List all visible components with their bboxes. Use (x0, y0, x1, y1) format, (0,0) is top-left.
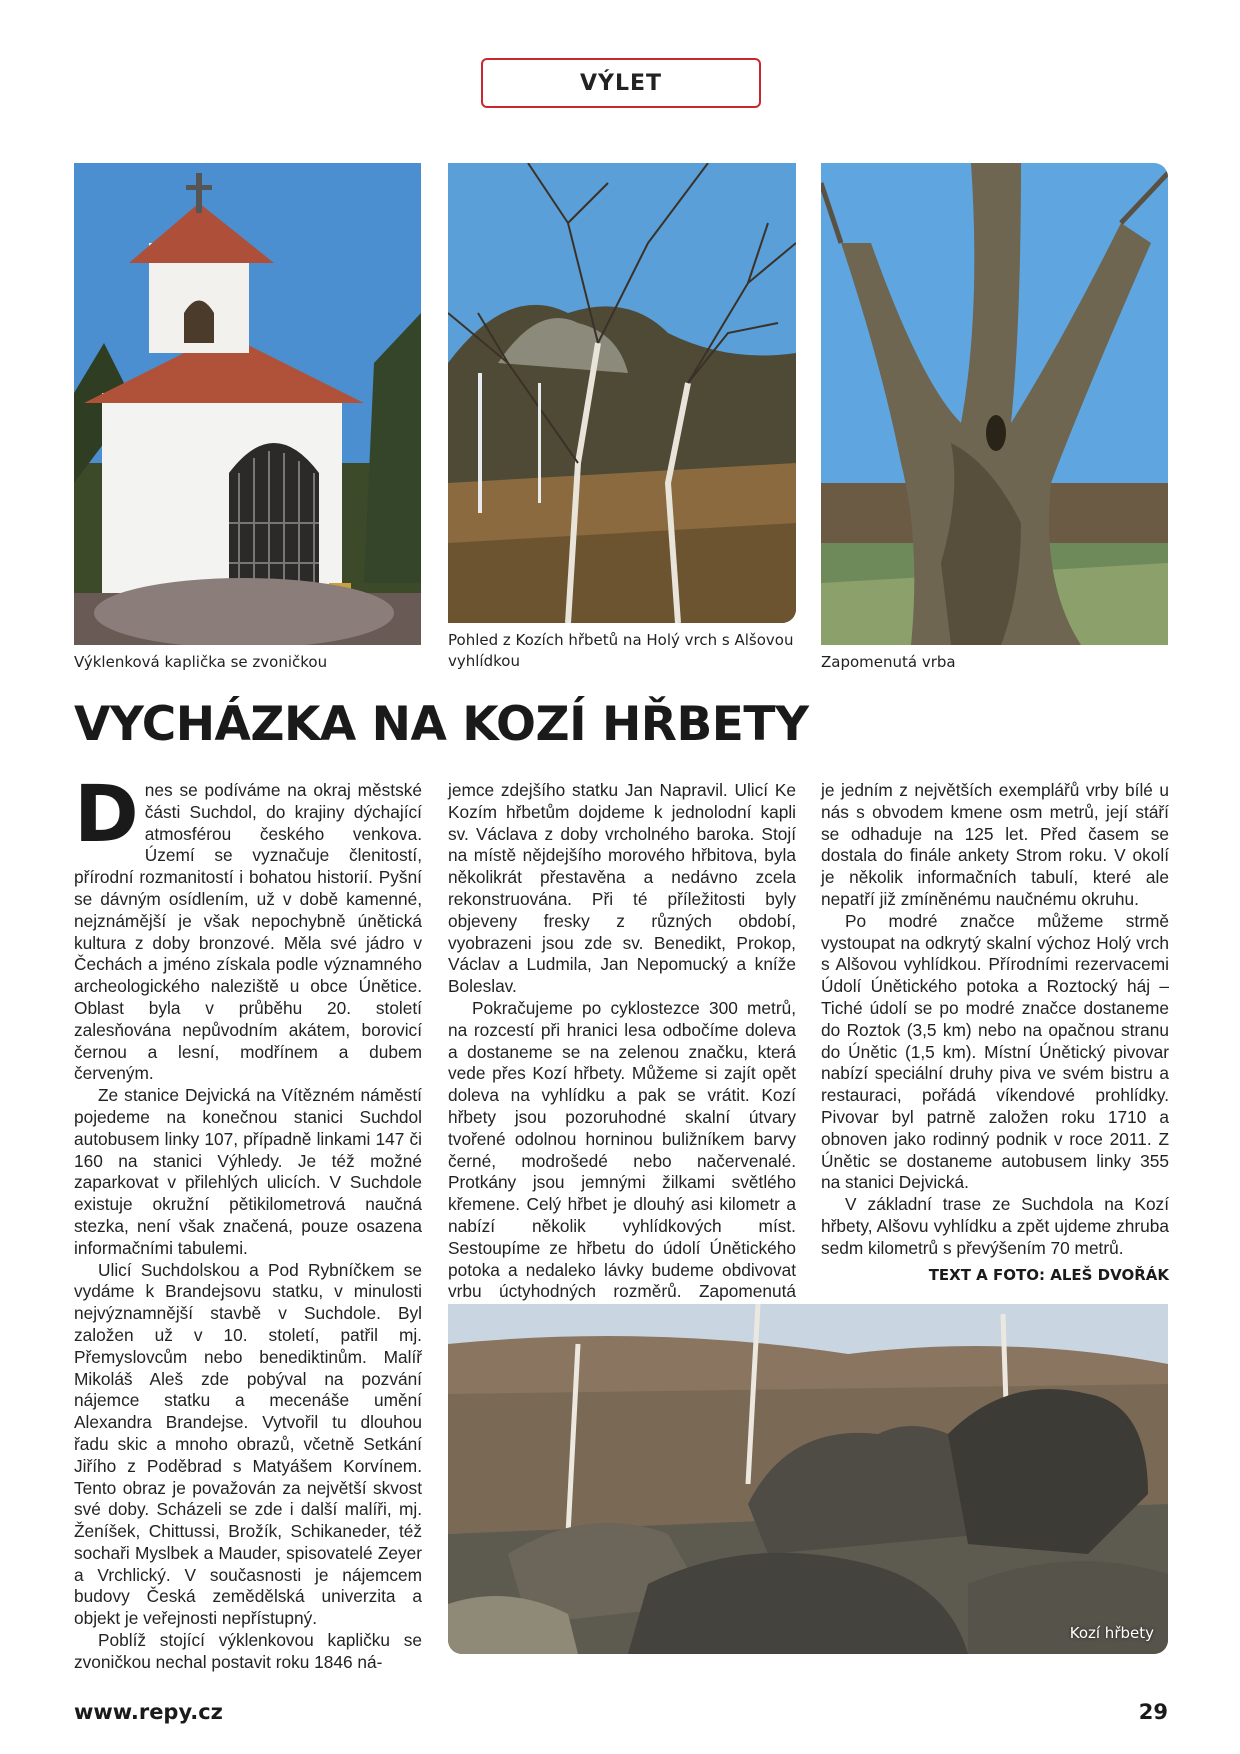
article-column-3 (821, 780, 1169, 1260)
page-number: 29 (1138, 1700, 1168, 1724)
article-paragraph: je jedním z největších exemplářů vrby bílé u nás s obvodem kmene osm metrů, její stáří se odhaduje na 125 let. Před časem se dostala do finále ankety Strom roku. V okolí je několik informačních tabulí, které ale nepatří již zmíněnému naučnému okruhu. (821, 780, 1169, 909)
author-credit: TEXT A FOTO: ALEŠ DVOŘÁK (928, 1266, 1169, 1284)
article-paragraph: V základní trase ze Suchdola na Kozí hřbety, Alšovu vyhlídku a zpět ujdeme zhruba sedm kilometrů s převýšením 70 metrů. (821, 1194, 1169, 1258)
holy-vrch-view-photo (448, 163, 796, 623)
chapel-caption: Výklenková kaplička se zvoničkou (74, 653, 328, 671)
article-paragraph: Ulicí Suchdolskou a Pod Rybníčkem se vydáme k Brandejsovu statku, v minulosti nejvýznamnější stavbě v Suchdole. Byl založen už v 10. století, patřil mj. Přemyslovcům nebo benediktinům. Malíř Mikoláš Aleš zde pobýval na pozvání nájemce statku a mecenáše umění Alexandra Brandejse. Vytvořil tu dlouhou řadu skic a mnoho obrazů, včetně Setkání Jiřího z Poděbrad s Matyášem Korvínem. Tento obraz je považován za největší skvost své doby. Scházeli se zde i další malíři, mj. Ženíšek, Chittussi, Brožík, Schikaneder, též sochaři Myslbek a Mauder, spisovatelé Zeyer a Vrchlický. V současnosti je nájemcem budovy Česká zemědělská univerzita a objekt je veřejnosti nepřístupný. (74, 1259, 422, 1629)
kozi-hrbety-photo (448, 1304, 1168, 1654)
article-headline: VYCHÁZKA NA KOZÍ HŘBETY (74, 697, 809, 752)
paragraph-text: nes se podíváme na okraj městské části Suchdol, do krajiny dýchající atmosférou českého venkova. Území se vyznačuje členitostí, přírodní rozmanitostí i bohatou historií. Pyšní se dávným osídlením, už v době kamenné, nejznámější je však nepochybně únětická kultura z doby bronzové. Měla své jádro v Čechách a jméno získala podle významného archeologického naleziště u obce Únětice. Oblast byla v průběhu 20. století zalesňována nepůvodním akátem, borovicí černou a lesní, modřínem a dubem červeným. (74, 780, 422, 1084)
article-paragraph: Pokračujeme po cyklostezce 300 metrů, na rozcestí při hranici lesa odbočíme doleva a dostaneme se na zelenou značku, která vede přes Kozí hřbety. Můžeme si zajít opět doleva na vyhlídku a pak se vrátit. Kozí hřbety jsou pozoruhodné skalní útvary tvořené odolnou horninou buližníkem barvy černé, modrošedé nebo načervenalé. Protkány jsou jemnými žilkami světlého křemene. Celý hřbet je dlouhý asi kilometr a nabízí několik vyhlídkových míst. Sestoupíme ze hřbetu do údolí Únětického potoka a nedaleko lávky budeme obdivovat vrbu úctyhodných rozměrů. Zapomenutá (448, 997, 796, 1302)
section-tag: VÝLET (481, 58, 761, 108)
chapel-photo (74, 163, 421, 645)
article-paragraph: Ze stanice Dejvická na Vítězném náměstí pojedeme na konečnou stanici Suchdol autobusem linky 107, případně linkami 147 či 160 na stanici Výhledy. Je též možné zaparkovat v přilehlých ulicích. V Suchdole existuje okružní pětikilometrová naučná stezka, není však značená, pouze osazena informačními tabulemi. (74, 1085, 422, 1258)
holy-vrch-caption: Pohled z Kozích hřbetů na Holý vrch s Alšovou vyhlídkou (448, 631, 794, 670)
article-column-2 (448, 780, 796, 1325)
photo-label: Kozí hřbety (1069, 1624, 1154, 1642)
willow-caption: Zapomenutá vrba (821, 653, 956, 671)
article-paragraph: Poblíž stojící výklenkovou kapličku se zvoničkou nechal postavit roku 1846 ná- (74, 1630, 422, 1672)
article-column-1 (74, 770, 422, 1674)
footer-url[interactable]: www.repy.cz (74, 1700, 223, 1724)
willow-photo (821, 163, 1168, 645)
article-paragraph: Po modré značce můžeme strmě vystoupat na odkrytý skalní výchoz Holý vrch s Alšovou vyhlídkou. Přírodními rezervacemi Údolí Únětického potoka a Roztocký háj – Tiché údolí se po modré značce dostaneme do Roztok (3,5 km) nebo na opačnou stranu do Únětic (1,5 km). Místní Únětický pivovar nabízí speciální druhy piva ve svém bistru a restauraci, pořádá víkendové prohlídky. Pivovar byl patrně založen roku 1710 a obnoven jako rodinný podnik v roce 2011. Z Únětic se dostaneme autobusem linky 355 na stanici Dejvická. (821, 910, 1169, 1193)
article-paragraph: jemce zdejšího statku Jan Napravil. Ulicí Ke Kozím hřbetům dojdeme k jednolodní kapli sv. Václava z doby vrcholného baroka. Stojí na místě nějdejšího morového hřbitova, byla několikrát přestavěna a nedávno zcela rekonstruována. Při té příležitosti byly objeveny fresky z různých období, vyobrazeni jsou zde sv. Benedikt, Prokop, Václav a Ludmila, Jan Nepomucký a kníže Boleslav. (448, 780, 796, 997)
dropcap: D (74, 770, 139, 860)
article-paragraph (74, 770, 422, 1085)
